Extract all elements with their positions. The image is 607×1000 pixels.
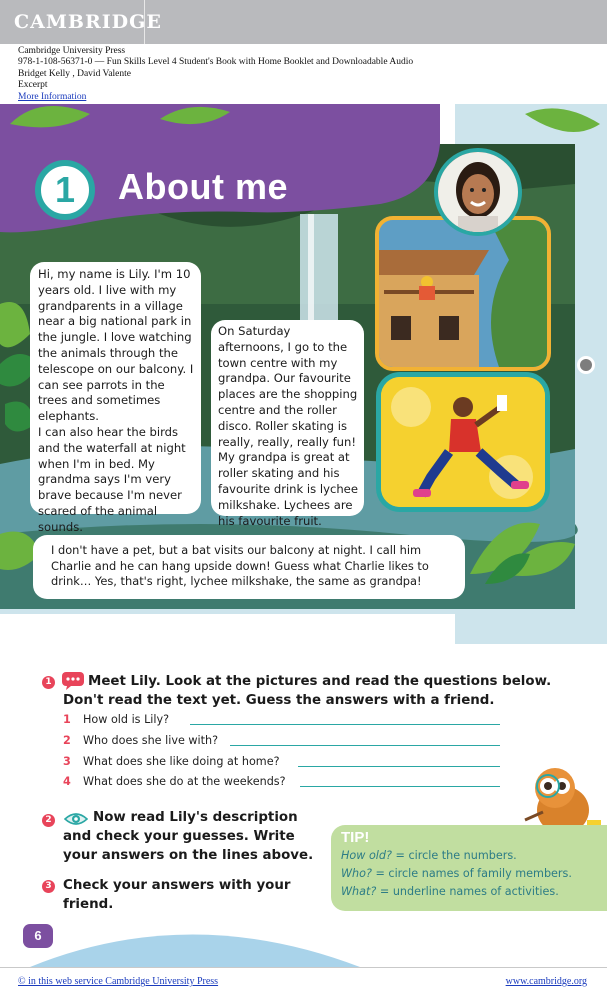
- unit-title: About me: [118, 166, 288, 207]
- house-balcony-picture: [375, 216, 551, 371]
- question-4: [63, 774, 286, 790]
- question-1-number: 1: [63, 713, 71, 726]
- grey-dot-center: [580, 359, 592, 371]
- activity-2-instruction: Now read Lily's description and check your guesses. Write your answers on the lines above.: [63, 810, 314, 863]
- text-bubble-first: [30, 262, 201, 534]
- footer-copyright-link[interactable]: © in this web service Cambridge University Press: [18, 976, 219, 987]
- page-number: 6: [23, 924, 53, 948]
- question-2: [63, 733, 218, 749]
- meta-line-publisher: Cambridge University Press: [18, 46, 126, 56]
- bubble-first-paragraph-2: I can also hear the birds and the waterfall at night when I'm in bed. My grandma says I'm very brave because I'm never scared of the animal sounds.: [38, 424, 186, 534]
- publisher-header-bar: [0, 0, 607, 44]
- tip-rest-who: = circle names of family members.: [371, 867, 572, 880]
- book-metadata: [18, 46, 413, 103]
- activity-3-instruction: Check your answers with your friend.: [63, 878, 291, 912]
- bubble-first-paragraph-1: Hi, my name is Lily. I'm 10 years old. I live with my grandparents in a village near a big national park in the jungle. I love watching the animals through the telescope on our balcony. I can see parrots in the trees and sometimes elephants.: [38, 267, 194, 424]
- answer-line-3[interactable]: [298, 766, 500, 767]
- tip-rest-how-old: = circle the numbers.: [391, 849, 517, 862]
- activity-3-number: 3: [42, 880, 55, 893]
- unit-number-badge: 1: [35, 160, 95, 220]
- question-1: [63, 712, 169, 728]
- house-illustration: [379, 220, 547, 367]
- lily-portrait: [434, 148, 522, 236]
- meta-line-excerpt: Excerpt: [18, 80, 48, 91]
- girl-face-icon: [438, 152, 518, 232]
- boy-roller-skating-illustration: [381, 377, 545, 507]
- text-bubble-third: I don't have a pet, but a bat visits our balcony at night. I call him Charlie and he can hang upside down! Guess what Charlie likes to drink… Yes, that's right, lychee milkshake, the same as grandpa!: [33, 535, 465, 599]
- text-bubble-second: On Saturday afternoons, I go to the town centre with my grandpa. Our favourite places are the shopping centre and the roller disco. Roller skating is really, really, really fun! My grandpa is great at roller skating and his favourite drink is lychee milkshake. Lychees are his favourite fruit.: [211, 320, 364, 516]
- answer-line-4[interactable]: [300, 786, 500, 787]
- question-1-text: How old is Lily?: [83, 713, 170, 726]
- activity-1-number: 1: [42, 676, 55, 689]
- tip-q-what: What?: [341, 885, 377, 898]
- tip-line-what: [341, 883, 597, 901]
- tip-box: [331, 825, 607, 911]
- cambridge-logo: CAMBRIDGE: [0, 0, 145, 44]
- question-2-number: 2: [63, 734, 71, 747]
- question-3-number: 3: [63, 755, 71, 768]
- question-4-number: 4: [63, 775, 71, 788]
- question-3: [63, 754, 280, 770]
- tip-rest-what: = underline names of activities.: [376, 885, 559, 898]
- tip-q-how-old: How old?: [341, 849, 392, 862]
- activity-1-instruction: Meet Lily. Look at the pictures and read the questions below. Don't read the text yet. Guess the answers with a friend.: [63, 674, 552, 708]
- tip-title: TIP!: [341, 829, 370, 846]
- activity-2-number: 2: [42, 814, 55, 827]
- question-2-text: Who does she live with?: [83, 734, 219, 747]
- meta-line-isbn-title: 978-1-108-56371-0 — Fun Skills Level 4 Student's Book with Home Booklet and Downloadable Audio: [18, 57, 414, 68]
- footer-divider: [0, 967, 607, 968]
- question-4-text: What does she do at the weekends?: [83, 775, 286, 788]
- answer-line-2[interactable]: [230, 745, 500, 746]
- tip-line-how-old: [341, 847, 597, 865]
- tip-q-who: Who?: [341, 867, 372, 880]
- question-3-text: What does she like doing at home?: [83, 755, 280, 768]
- answer-line-1[interactable]: [190, 724, 500, 725]
- meta-line-authors: Bridget Kelly , David Valente: [18, 68, 132, 79]
- footer-website-link[interactable]: www.cambridge.org: [505, 976, 587, 987]
- tip-line-who: [341, 865, 597, 883]
- bottom-blue-hill-decoration: [30, 922, 360, 967]
- more-information-link[interactable]: More Information: [18, 91, 87, 102]
- roller-skating-picture: [376, 372, 550, 512]
